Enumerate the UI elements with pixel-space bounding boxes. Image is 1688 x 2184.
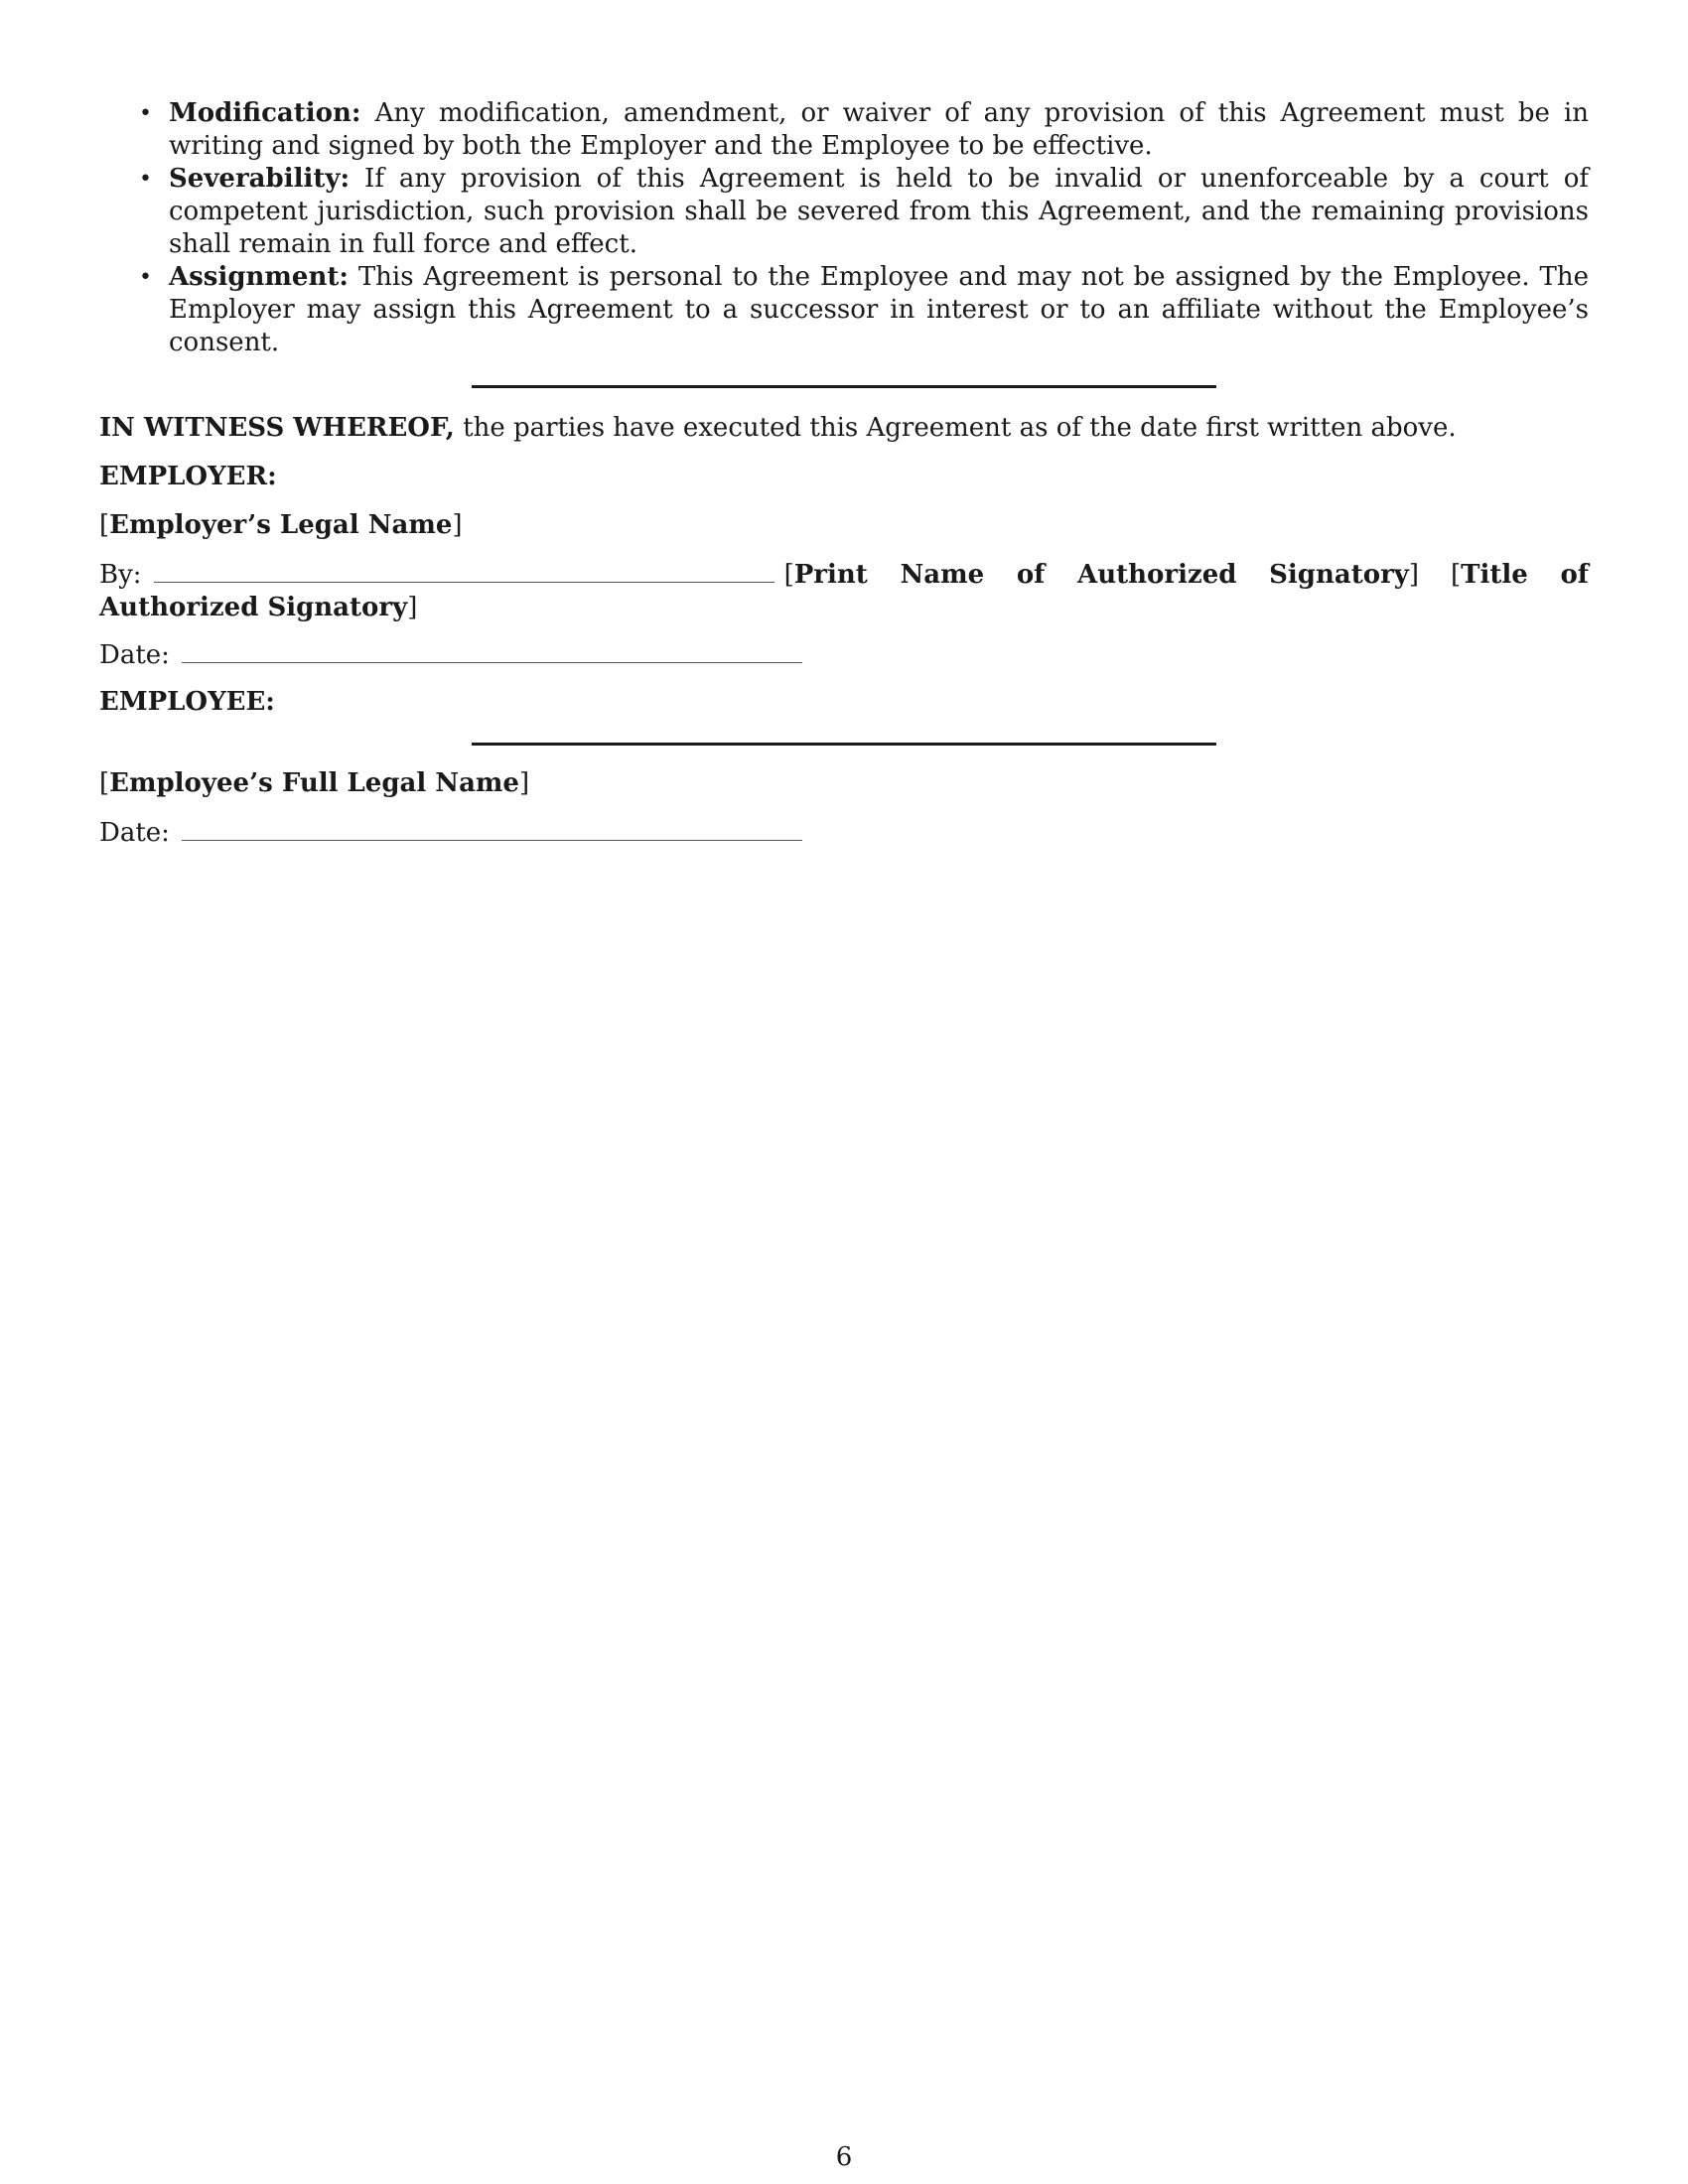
bullet-icon: • — [139, 265, 152, 290]
list-item — [99, 261, 1589, 359]
bracket-open: [ — [99, 768, 110, 798]
document-page — [99, 97, 1589, 864]
bracket-close: ] — [518, 768, 530, 798]
clause-list — [99, 97, 1589, 359]
employer-signature-field[interactable] — [154, 558, 774, 583]
employer-legal-name — [99, 509, 1589, 542]
clause-text: This Agreement is personal to the Employee and may not be assigned by the Employee. The Employer may assign this Agreement to a successor in interest or to an affiliate without the Employee’s consent. — [169, 262, 1589, 357]
bullet-icon: • — [139, 167, 152, 192]
section-divider — [472, 385, 1216, 388]
employee-legal-name-text: Employee’s Full Legal Name — [109, 768, 519, 798]
witness-text: the parties have executed this Agreement as of the date first written above. — [463, 413, 1457, 443]
bullet-icon: • — [139, 101, 152, 126]
witness-statement — [99, 412, 1589, 445]
page-number: 6 — [835, 2142, 853, 2172]
employee-signature-line[interactable] — [472, 743, 1216, 746]
clause-text: If any provision of this Agreement is held to be invalid or unenforceable by a court of competent jurisdiction, such provision shall be severed from this Agreement, and the remaining provisions shall remain in full force and effect. — [169, 164, 1590, 259]
employee-heading: EMPLOYEE: — [99, 687, 275, 717]
employee-legal-name — [99, 767, 1589, 800]
clause-title: Severability: — [169, 164, 351, 194]
by-label: By: — [99, 560, 142, 590]
clause-title: Assignment: — [169, 262, 349, 292]
employer-date-line — [99, 638, 1589, 672]
clause-text: Any modification, amendment, or waiver of any provision of this Agreement must be in writing and signed by both the Employer and the Employee to be effective. — [169, 98, 1589, 161]
bracket-close: ] — [452, 510, 463, 540]
signatory-title-placeholder: Title of Authorized Signatory — [99, 560, 1589, 622]
date-label: Date: — [99, 640, 170, 670]
employer-date-field[interactable] — [182, 638, 802, 663]
list-item — [99, 163, 1589, 261]
employer-legal-name-text: Employer’s Legal Name — [109, 510, 453, 540]
employee-date-field[interactable] — [182, 816, 802, 841]
employer-signature-line: By: [Print Name of Authorized Signatory] [Title of Authorized Signatory] — [99, 560, 1589, 622]
bracket-open: [ — [99, 510, 110, 540]
witness-lead: IN WITNESS WHEREOF, — [99, 413, 455, 443]
date-label: Date: — [99, 818, 170, 848]
list-item — [99, 97, 1589, 163]
clause-title: Modification: — [169, 98, 361, 128]
employer-heading: EMPLOYER: — [99, 462, 277, 491]
print-name-placeholder: Print Name of Authorized Signatory — [793, 560, 1409, 590]
employee-date-line — [99, 816, 1589, 850]
